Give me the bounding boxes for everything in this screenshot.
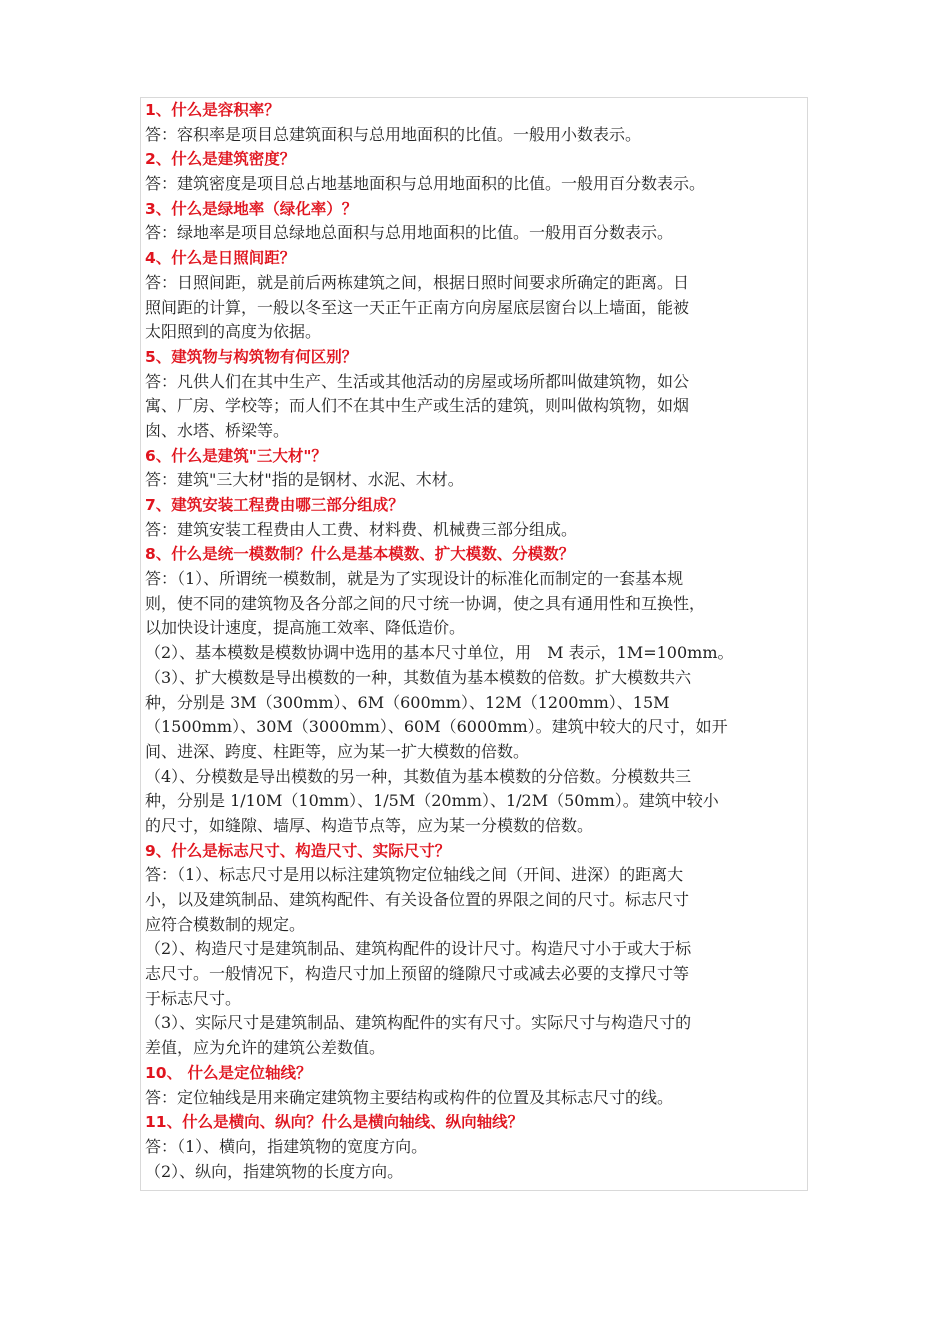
answer-text-line: 囱、水塔、桥梁等。 bbox=[145, 420, 290, 440]
question-heading: 1、什么是容积率？ bbox=[145, 101, 280, 119]
answer-text-line: （2）、构造尺寸是建筑制品、建筑构配件的设计尺寸。构造尺寸小于或大于标 bbox=[145, 939, 692, 959]
answer-text-line: 志尺寸。一般情况下，构造尺寸加上预留的缝隙尺寸或减去必要的支撑尺寸等 bbox=[145, 964, 690, 984]
answer-text-line: 则，使不同的建筑物及各分部之间的尺寸统一协调，使之具有通用性和互换性， bbox=[145, 593, 706, 613]
answer-text-line: 答：（1）、所谓统一模数制，就是为了实现设计的标准化而制定的一套基本规 bbox=[145, 569, 684, 589]
question-heading: 2、什么是建筑密度？ bbox=[145, 150, 296, 169]
answer-text-line: 以加快设计速度，提高施工效率、降低造价。 bbox=[145, 618, 466, 638]
answer-text-line: 答：建筑"三大材"指的是钢材、水泥、木材。 bbox=[145, 470, 464, 490]
question-heading: 3、什么是绿地率（绿化率）？ bbox=[145, 199, 358, 218]
answer-text-line: 差值，应为允许的建筑公差数值。 bbox=[145, 1038, 386, 1058]
answer-text-line: （2）、纵向，指建筑物的长度方向。 bbox=[145, 1161, 404, 1181]
question-heading: 5、建筑物与构筑物有何区别？ bbox=[145, 347, 358, 366]
answer-text-line: （4）、分模数是导出模数的另一种，其数值为基本模数的分倍数。分模数共三 bbox=[145, 766, 692, 786]
question-heading: 8、什么是统一模数制？什么是基本模数、扩大模数、分模数？ bbox=[145, 545, 575, 564]
answer-text-line: 种，分别是 3M（300mm）、6M（600mm）、12M（1200mm）、15M bbox=[145, 692, 670, 712]
answer-text-line: （3）、实际尺寸是建筑制品、建筑构配件的实有尺寸。实际尺寸与构造尺寸的 bbox=[145, 1013, 692, 1033]
answer-text-line: 于标志尺寸。 bbox=[145, 988, 242, 1008]
answer-text-line: 小，以及建筑制品、建筑构配件、有关设备位置的界限之间的尺寸。标志尺寸 bbox=[145, 890, 690, 909]
answer-text-line: 答：建筑密度是项目总占地基地面积与总用地面积的比值。一般用百分数表示。 bbox=[145, 174, 706, 194]
answer-text-line: 答：建筑安装工程费由人工费、材料费、机械费三部分组成。 bbox=[145, 519, 578, 539]
answer-text-line: 答：日照间距，就是前后两栋建筑之间，根据日照时间要求所确定的距离。日 bbox=[145, 272, 690, 292]
answer-text-line: 答：定位轴线是用来确定建筑物主要结构或构件的位置及其标志尺寸的线。 bbox=[145, 1087, 674, 1107]
answer-text-line: 的尺寸，如缝隙、墙厚、构造节点等，应为某一分模数的倍数。 bbox=[145, 815, 594, 835]
question-heading: 7、建筑安装工程费由哪三部分组成？ bbox=[145, 496, 404, 514]
answer-text-line: 种，分别是 1/10M（10mm）、1/5M（20mm）、1/2M（50mm）。建筑中较小 bbox=[145, 791, 719, 811]
document-body bbox=[140, 97, 808, 1191]
answer-text-line: 答：（1）、横向，指建筑物的宽度方向。 bbox=[145, 1136, 428, 1156]
answer-text-line: 照间距的计算，一般以冬至这一天正午正南方向房屋底层窗台以上墙面，能被 bbox=[145, 297, 690, 317]
answer-text-line: 答：容积率是项目总建筑面积与总用地面积的比值。一般用小数表示。 bbox=[145, 124, 642, 144]
answer-text-line: 间、进深、跨度、柱距等，应为某一扩大模数的倍数。 bbox=[145, 741, 530, 761]
answer-text-line: （3）、扩大模数是导出模数的一种，其数值为基本模数的倍数。扩大模数共六 bbox=[145, 667, 692, 687]
question-heading: 11、什么是横向、纵向？什么是横向轴线、纵向轴线？ bbox=[145, 1113, 524, 1132]
answer-text-line: 寓、厂房、学校等；而人们不在其中生产或生活的建筑，则叫做构筑物，如烟 bbox=[145, 396, 690, 416]
answer-text-line: 答：凡供人们在其中生产、生活或其他活动的房屋或场所都叫做建筑物，如公 bbox=[145, 371, 690, 391]
question-heading: 4、什么是日照间距？ bbox=[145, 249, 296, 268]
answer-text-line: （2）、基本模数是模数协调中选用的基本尺寸单位，用 M 表示，1M=100mm。 bbox=[145, 643, 734, 663]
answer-text-line: 答：绿地率是项目总绿地总面积与总用地面积的比值。一般用百分数表示。 bbox=[145, 223, 674, 243]
question-heading: 9、什么是标志尺寸、构造尺寸、实际尺寸？ bbox=[145, 841, 451, 860]
answer-text-line: 太阳照到的高度为依据。 bbox=[145, 322, 322, 342]
answer-text-line: 答：（1）、标志尺寸是用以标注建筑物定位轴线之间（开间、进深）的距离大 bbox=[145, 865, 684, 885]
question-heading: 6、什么是建筑"三大材"？ bbox=[145, 446, 327, 465]
answer-text-line: 应符合模数制的规定。 bbox=[145, 914, 306, 934]
answer-text-line: （1500mm）、30M（3000mm）、60M（6000mm）。建筑中较大的尺寸，如开 bbox=[145, 717, 728, 737]
question-heading: 10、 什么是定位轴线？ bbox=[145, 1063, 312, 1082]
